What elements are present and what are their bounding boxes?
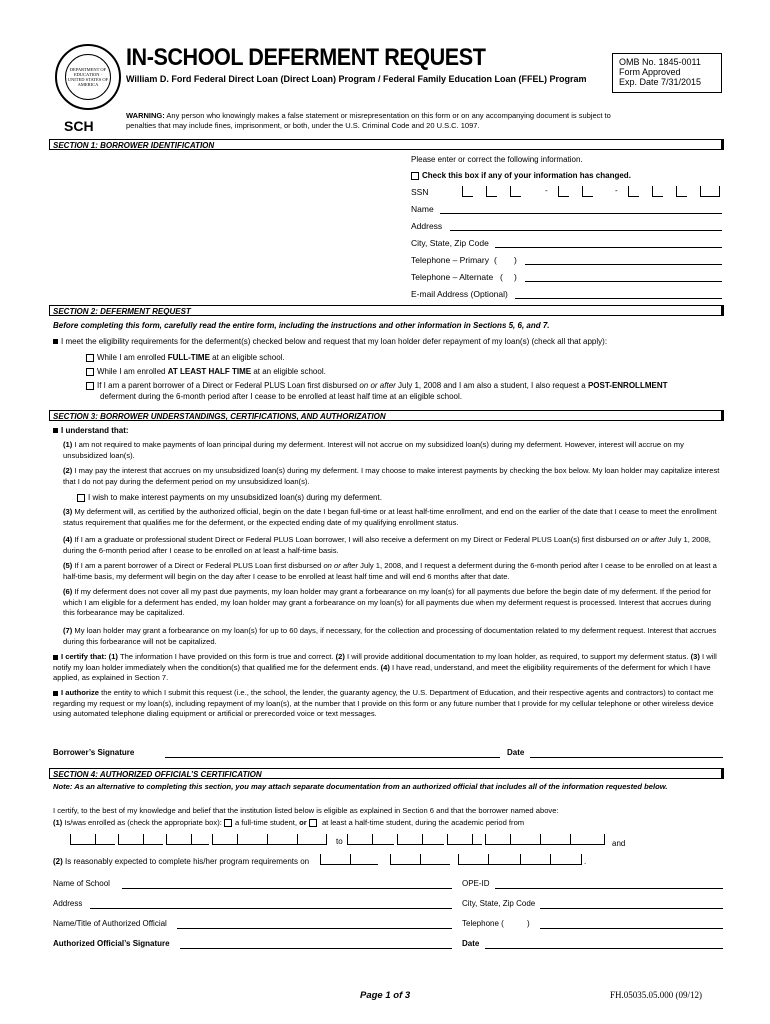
authorize-paragraph bbox=[53, 688, 723, 720]
seal-eagle-icon bbox=[65, 54, 111, 100]
section4-line2 bbox=[53, 856, 309, 867]
date-box[interactable] bbox=[488, 854, 520, 865]
bullet-icon bbox=[53, 428, 58, 433]
understand-text: I understand that: bbox=[61, 426, 129, 435]
form-title: IN-SCHOOL DEFERMENT REQUEST bbox=[126, 44, 486, 71]
option-post-enrollment[interactable] bbox=[86, 380, 726, 402]
date-box[interactable] bbox=[350, 854, 378, 865]
date-box[interactable] bbox=[510, 834, 540, 845]
official-date-label: Date bbox=[462, 939, 480, 948]
certify-e: I will notify my loan holder immediately when the condition(s) that qualified me for the deferment ends. bbox=[53, 652, 717, 672]
line1-or: or bbox=[299, 818, 307, 827]
certify-b: (2) bbox=[335, 652, 345, 661]
line2-num: (2) bbox=[53, 857, 63, 866]
ssn-digit[interactable] bbox=[558, 186, 569, 197]
understand-4-b: on or after bbox=[631, 535, 666, 544]
section4-note: Note: As an alternative to completing this section, you may attach separate documentation from an authorized official that includes all of the information requested below. bbox=[53, 782, 668, 791]
line1-c: at least a half-time student, during the academic period from bbox=[319, 818, 525, 827]
post-enrollment-e: deferment during the 6-month period after I cease to be enrolled at least half time at an eligible school. bbox=[100, 392, 462, 401]
date-box[interactable] bbox=[390, 854, 420, 865]
warning-text bbox=[126, 111, 636, 131]
form-approved: Form Approved bbox=[619, 67, 681, 77]
address-label: Address bbox=[411, 221, 443, 231]
school-address-label: Address bbox=[53, 899, 83, 908]
opeid-field[interactable] bbox=[495, 888, 723, 889]
tel-alternate-label: Telephone – Alternate bbox=[411, 272, 494, 282]
understand-3-num: (3) bbox=[63, 507, 73, 516]
full-time-text-b: FULL-TIME bbox=[167, 353, 210, 362]
tel-primary-label: Telephone – Primary bbox=[411, 255, 489, 265]
school-name-field[interactable] bbox=[122, 888, 452, 889]
official-name-label: Name/Title of Authorized Official bbox=[53, 919, 167, 928]
half-time-text-a: While I am enrolled bbox=[97, 367, 168, 376]
email-label: E-mail Address (Optional) bbox=[411, 289, 508, 299]
borrower-signature-label: Borrower’s Signature bbox=[53, 748, 135, 757]
certify-c: I will provide additional documentation to my loan holder, as required, to support my deferment status. bbox=[344, 652, 691, 661]
date-box[interactable] bbox=[372, 834, 394, 845]
sch-code: SCH bbox=[64, 118, 94, 134]
official-signature-field[interactable] bbox=[180, 948, 452, 949]
certify-f: (4) bbox=[380, 662, 390, 672]
department-seal bbox=[55, 44, 121, 110]
certify-paragraph bbox=[53, 652, 723, 684]
date-box[interactable] bbox=[166, 834, 191, 845]
understand-5-b: on or after bbox=[323, 561, 359, 570]
exp-date: Exp. Date 7/31/2015 bbox=[619, 77, 702, 87]
ssn-digit[interactable] bbox=[676, 186, 687, 197]
date-box[interactable] bbox=[540, 834, 570, 845]
certify-label: I certify that: (1) bbox=[61, 652, 118, 661]
line1-b: a full-time student, bbox=[234, 818, 300, 827]
understand-label bbox=[53, 425, 129, 436]
date-box[interactable] bbox=[420, 854, 450, 865]
understand-1-text: I am not required to make payments of loan principal during my deferment. Interest will not accrue on my subsidized loan(s) during my deferment. However, interest will accrue on my unsubsidized loan(s). bbox=[63, 440, 684, 460]
date-box[interactable] bbox=[212, 834, 237, 845]
date-box[interactable] bbox=[191, 834, 209, 845]
half-time-text-c: at an eligible school. bbox=[251, 367, 326, 376]
name-field[interactable] bbox=[440, 213, 722, 214]
address-field[interactable] bbox=[450, 230, 722, 231]
understand-1-num: (1) bbox=[63, 440, 73, 449]
authorize-label: I authorize bbox=[61, 688, 99, 697]
post-enrollment-c: July 1, 2008 and I am also a student, I also request a bbox=[395, 381, 588, 390]
understand-1 bbox=[63, 440, 723, 461]
tel-primary-paren-open: ( bbox=[494, 255, 497, 265]
form-subtitle: William D. Ford Federal Direct Loan (Direct Loan) Program / Federal Family Education Loan (FFEL) Program bbox=[126, 74, 587, 84]
line1-a: Is/was enrolled as (check the appropriate box): bbox=[62, 818, 224, 827]
ssn-digit[interactable] bbox=[582, 186, 593, 197]
understand-2 bbox=[63, 466, 723, 487]
ssn-digit[interactable] bbox=[462, 186, 473, 197]
info-changed-label: Check this box if any of your information has changed. bbox=[422, 171, 631, 180]
tel-primary-paren-close: ) bbox=[514, 255, 517, 265]
section4-line1 bbox=[53, 818, 723, 829]
date-box[interactable] bbox=[143, 834, 163, 845]
interest-payments-row[interactable] bbox=[77, 492, 382, 503]
borrower-signature-field[interactable] bbox=[165, 757, 500, 758]
understand-3-text: My deferment will, as certified by the authorized official, begin on the date I began full-time or at least half-time enrollment, and end on the earlier of the date that I cease to meet the enrollment status requirement that qualifies me for the deferment, or the expected ending date of my qualifying enrollment status. bbox=[63, 507, 717, 527]
date-box[interactable] bbox=[458, 854, 488, 865]
bullet-icon bbox=[53, 339, 58, 344]
option-half-time[interactable] bbox=[86, 366, 326, 377]
half-time-student-checkbox[interactable] bbox=[309, 819, 317, 827]
certify-d: (3) bbox=[690, 652, 700, 661]
school-name-label: Name of School bbox=[53, 879, 110, 888]
understand-5-a: If I am a parent borrower of a Direct or Federal PLUS Loan first disbursed bbox=[74, 561, 324, 570]
authorize-text: the entity to which I submit this request (i.e., the school, the lender, the guaranty agency, the U.S. Department of Education, and their respective agents and contractors) to contact me regarding my request or my loan(s), including repayment of my loan(s), at the number that I provide on this form or any future number that I provide for my cellular telephone or other wireless device using automated telephone dialing equipment or artificial or prerecorded voice or text messages. bbox=[53, 688, 714, 718]
understand-5 bbox=[63, 561, 723, 582]
date-box[interactable] bbox=[267, 834, 297, 845]
understand-4 bbox=[63, 535, 723, 556]
date-box[interactable] bbox=[70, 834, 95, 845]
city-field[interactable] bbox=[495, 247, 722, 248]
warning-label: WARNING: bbox=[126, 111, 165, 120]
school-city-label: City, State, Zip Code bbox=[462, 899, 536, 908]
official-telephone-field[interactable] bbox=[540, 928, 723, 929]
post-enrollment-b: on or after bbox=[359, 381, 396, 390]
period-mark: . bbox=[584, 857, 587, 866]
borrower-date-field[interactable] bbox=[530, 757, 723, 758]
tel-alternate-paren-close: ) bbox=[514, 272, 517, 282]
city-label: City, State, Zip Code bbox=[411, 238, 489, 248]
half-time-checkbox[interactable] bbox=[86, 368, 94, 376]
date-box[interactable] bbox=[297, 834, 327, 845]
bullet-icon bbox=[53, 691, 58, 696]
to-label: to bbox=[336, 837, 343, 846]
line2-text: Is reasonably expected to complete his/her program requirements on bbox=[62, 857, 310, 866]
certify-g: I have read, understand, and meet the eligibility requirements of the deferment for which I have applied, as explained in Section 7. bbox=[53, 662, 711, 682]
ssn-label: SSN bbox=[411, 187, 429, 197]
omb-number: OMB No. 1845-0011 bbox=[619, 57, 701, 67]
bullet-icon bbox=[53, 655, 58, 660]
full-time-text-c: at an eligible school. bbox=[209, 353, 285, 362]
line1-num: (1) bbox=[53, 818, 63, 827]
date-box[interactable] bbox=[320, 854, 350, 865]
understand-6-text: If my deferment does not cover all my past due payments, my loan holder may grant a forbearance on my loan(s) for all payments due before the begin date of my deferment. If the period for which I am eligible for a deferment has ended, my loan holder may grant a forbearance on my loan(s) for all payments due when my deferment request is processed. Interest that accrues during this forbearance may be capitalized. bbox=[63, 587, 711, 617]
understand-2-num: (2) bbox=[63, 466, 73, 475]
school-city-field[interactable] bbox=[540, 908, 723, 909]
section4-certify: I certify, to the best of my knowledge and belief that the institution listed below is eligible as explained in Section 6 and that the borrower named above: bbox=[53, 806, 559, 815]
email-field[interactable] bbox=[515, 298, 722, 299]
option-full-time[interactable] bbox=[86, 352, 285, 363]
understand-7 bbox=[63, 626, 723, 647]
tel-primary-field[interactable] bbox=[525, 264, 722, 265]
date-box[interactable] bbox=[550, 854, 582, 865]
date-box[interactable] bbox=[485, 834, 510, 845]
official-telephone-label: Telephone ( bbox=[462, 919, 504, 928]
section2-meet bbox=[53, 336, 607, 347]
date-box[interactable] bbox=[95, 834, 115, 845]
full-time-text-a: While I am enrolled bbox=[97, 353, 168, 362]
official-date-field[interactable] bbox=[485, 948, 723, 949]
date-box[interactable] bbox=[570, 834, 605, 845]
official-telephone-paren-close: ) bbox=[527, 919, 530, 928]
ssn-digit[interactable] bbox=[628, 186, 639, 197]
and-label: and bbox=[612, 839, 626, 848]
post-enrollment-a: If I am a parent borrower of a Direct or Federal PLUS Loan first disbursed bbox=[97, 381, 360, 390]
school-address-field[interactable] bbox=[90, 908, 452, 909]
date-box[interactable] bbox=[118, 834, 143, 845]
full-time-student-checkbox[interactable] bbox=[224, 819, 232, 827]
ssn-digit[interactable] bbox=[510, 186, 521, 197]
ssn-digit[interactable] bbox=[486, 186, 497, 197]
page-number: Page 1 of 3 bbox=[360, 990, 411, 1001]
full-time-checkbox[interactable] bbox=[86, 354, 94, 362]
half-time-text-b: AT LEAST HALF TIME bbox=[167, 367, 252, 376]
understand-6 bbox=[63, 587, 723, 619]
date-box[interactable] bbox=[472, 834, 482, 845]
date-box[interactable] bbox=[447, 834, 472, 845]
understand-6-num: (6) bbox=[63, 587, 73, 596]
date-box[interactable] bbox=[520, 854, 550, 865]
official-signature-label: Authorized Official’s Signature bbox=[53, 939, 170, 948]
form-code: FH.05035.05.000 (09/12) bbox=[610, 990, 702, 1000]
understand-7-text: My loan holder may grant a forbearance on my loan(s) for up to 60 days, if necessary, for the collection and processing of documentation related to my deferment request. Interest that accrues during this forbearance will not be capitalized. bbox=[63, 626, 717, 646]
date-box[interactable] bbox=[397, 834, 422, 845]
understand-4-num: (4) bbox=[63, 535, 73, 544]
seal-text: DEPARTMENT OF EDUCATION · UNITED STATES OF AMERICA bbox=[67, 67, 109, 87]
section1-header: SECTION 1: BORROWER IDENTIFICATION bbox=[49, 139, 724, 150]
tel-alternate-paren-open: ( bbox=[500, 272, 503, 282]
understand-4-a: If I am a graduate or professional student Direct or Federal PLUS Loan borrower, I will also receive a deferment on my Direct or Federal PLUS Loan(s) first disbursed bbox=[74, 535, 632, 544]
info-changed-checkbox[interactable] bbox=[411, 172, 419, 180]
section1-instruction: Please enter or correct the following information. bbox=[411, 155, 583, 164]
ssn-digit[interactable] bbox=[700, 186, 720, 197]
interest-payments-checkbox[interactable] bbox=[77, 494, 85, 502]
post-enrollment-d: POST-ENROLLMENT bbox=[587, 381, 668, 390]
understand-5-num: (5) bbox=[63, 561, 73, 570]
official-name-field[interactable] bbox=[177, 928, 452, 929]
understand-2-text: I may pay the interest that accrues on my unsubsidized loan(s) during my deferment. I may choose to make interest payments by checking the box below. My loan holder may capitalize interest that I do not pay during the deferment period on my unsubsidized loan(s). bbox=[63, 466, 720, 486]
certify-a: The information I have provided on this form is true and correct. bbox=[117, 652, 336, 661]
ssn-digit[interactable] bbox=[652, 186, 663, 197]
ssn-dash: - bbox=[615, 186, 618, 195]
ssn-dash: - bbox=[545, 186, 548, 195]
section2-header: SECTION 2: DEFERMENT REQUEST bbox=[49, 305, 724, 316]
understand-7-num: (7) bbox=[63, 626, 73, 635]
understand-4-c: July 1, 2008, during the 6-month period after I cease to be enrolled on at least a half-time basis. bbox=[63, 535, 711, 555]
tel-alternate-field[interactable] bbox=[525, 281, 722, 282]
understand-3 bbox=[63, 507, 723, 528]
warning-body: Any person who knowingly makes a false statement or misrepresentation on this form or on any accompanying document is subject to penalties that may include fines, imprisonment, or both, under the U.S. Criminal Code and 20 U.S.C. 1097. bbox=[126, 111, 611, 130]
date-box[interactable] bbox=[422, 834, 444, 845]
opeid-label: OPE-ID bbox=[462, 879, 490, 888]
post-enrollment-checkbox[interactable] bbox=[86, 382, 94, 390]
understand-5-c: July 1, 2008, and I request a deferment during the 6-month period after I cease to be enrolled on at least a half-time basis, my deferment will begin on the day after I cease to be enrolled at least half time and will end 6 months after that date. bbox=[63, 561, 717, 581]
date-box[interactable] bbox=[347, 834, 372, 845]
borrower-date-label: Date bbox=[507, 748, 525, 757]
name-label: Name bbox=[411, 204, 434, 214]
section4-header: SECTION 4: AUTHORIZED OFFICIAL’S CERTIFICATION bbox=[49, 768, 724, 779]
section3-header: SECTION 3: BORROWER UNDERSTANDINGS, CERTIFICATIONS, AND AUTHORIZATION bbox=[49, 410, 724, 421]
section2-meet-text: I meet the eligibility requirements for the deferment(s) checked below and request that my loan holder defer repayment of my loan(s) (check all that apply): bbox=[61, 337, 608, 346]
interest-payments-label: I wish to make interest payments on my unsubsidized loan(s) during my deferment. bbox=[88, 493, 382, 502]
section2-before: Before completing this form, carefully read the entire form, including the instructions and other information in Sections 5, 6, and 7. bbox=[53, 321, 550, 330]
omb-box bbox=[612, 53, 722, 93]
info-changed-row bbox=[411, 170, 631, 181]
date-box[interactable] bbox=[237, 834, 267, 845]
